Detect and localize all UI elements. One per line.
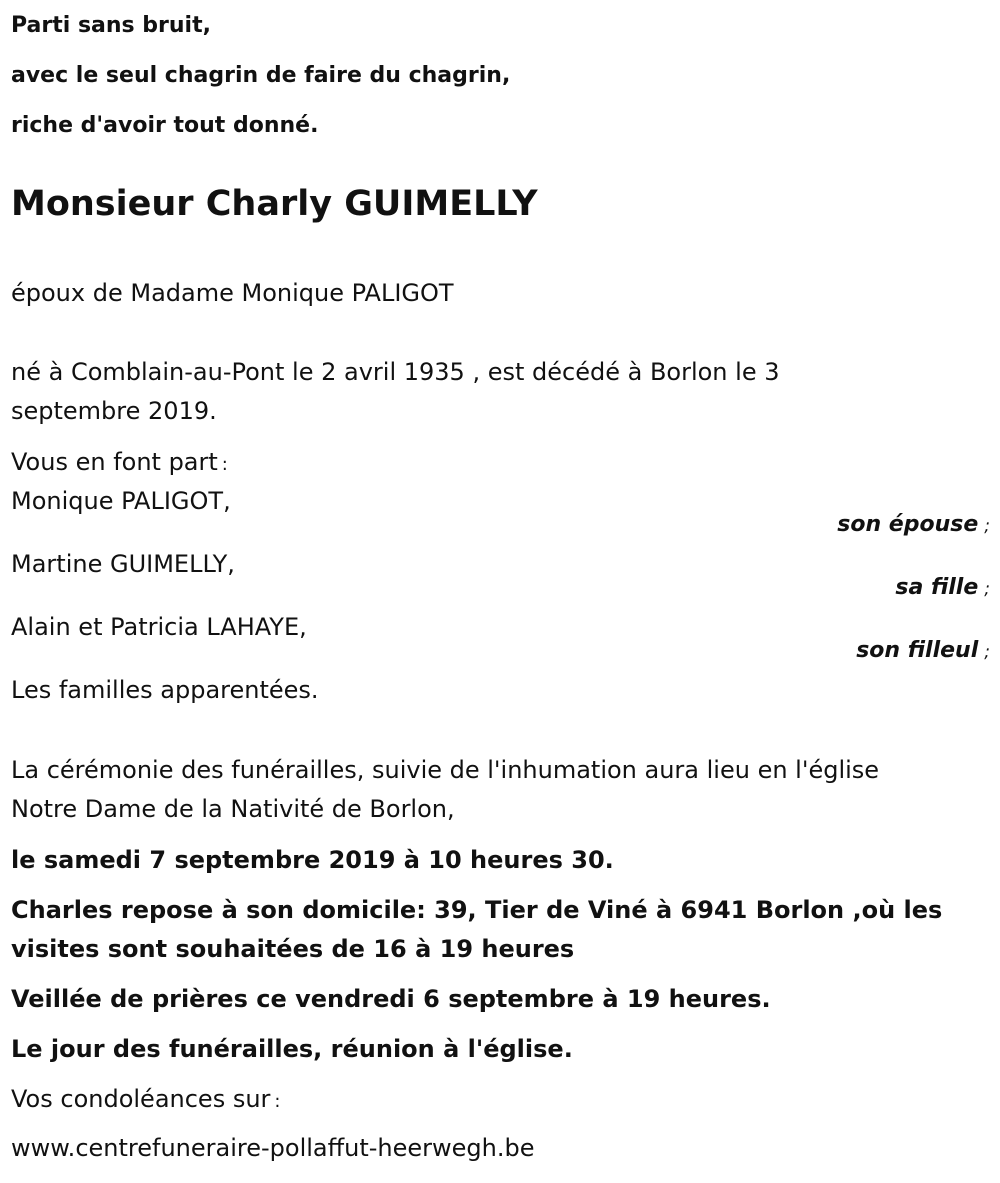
family-member-name: Martine GUIMELLY, — [11, 550, 235, 578]
family-member-relation — [895, 572, 990, 605]
poem-line-1: Parti sans bruit, — [11, 13, 211, 38]
gathering-notice: Le jour des funérailles, réunion à l'église. — [11, 1035, 573, 1063]
relation-separator: ; — [984, 642, 990, 662]
relation-label: sa fille — [895, 575, 979, 600]
relation-separator: ; — [984, 516, 990, 536]
ceremony-line-2: Notre Dame de la Nativité de Borlon, — [11, 795, 455, 823]
ceremony-date: le samedi 7 septembre 2019 à 10 heures 30. — [11, 846, 614, 874]
family-member-relation — [856, 635, 990, 668]
relation-label: son filleul — [856, 638, 979, 663]
family-member-name: Alain et Patricia LAHAYE, — [11, 613, 307, 641]
poem-line-2: avec le seul chagrin de faire du chagrin, — [11, 63, 511, 88]
vigil-notice: Veillée de prières ce vendredi 6 septembre à 19 heures. — [11, 985, 771, 1013]
announcement-intro — [11, 443, 228, 484]
condolences-label — [11, 1080, 280, 1121]
visitation-line-2: visites sont souhaitées de 16 à 19 heures — [11, 935, 575, 963]
condolences-label-text: Vos condoléances sur — [11, 1085, 271, 1113]
deceased-name: Monsieur Charly GUIMELLY — [11, 184, 538, 224]
poem-line-3: riche d'avoir tout donné. — [11, 113, 319, 138]
family-member-name: Monique PALIGOT, — [11, 487, 231, 515]
announcement-intro-text: Vous en font part — [11, 448, 218, 476]
visitation-line-1: Charles repose à son domicile: 39, Tier de Viné à 6941 Borlon ,où les — [11, 896, 943, 924]
relation-separator: ; — [984, 579, 990, 599]
ceremony-line-1: La cérémonie des funérailles, suivie de l'inhumation aura lieu en l'église — [11, 756, 880, 784]
extended-family: Les familles apparentées. — [11, 676, 319, 704]
condolences-label-colon: : — [274, 1091, 281, 1112]
condolences-website: www.centrefuneraire-pollaffut-heerwegh.be — [11, 1134, 535, 1162]
announcement-intro-colon: : — [221, 454, 228, 475]
birth-death-line-1: né à Comblain-au-Pont le 2 avril 1935 , est décédé à Borlon le 3 — [11, 358, 780, 386]
birth-death-line-2: septembre 2019. — [11, 397, 217, 425]
spouse-line: époux de Madame Monique PALIGOT — [11, 279, 454, 307]
relation-label: son épouse — [837, 512, 979, 537]
family-member-relation — [837, 509, 990, 542]
